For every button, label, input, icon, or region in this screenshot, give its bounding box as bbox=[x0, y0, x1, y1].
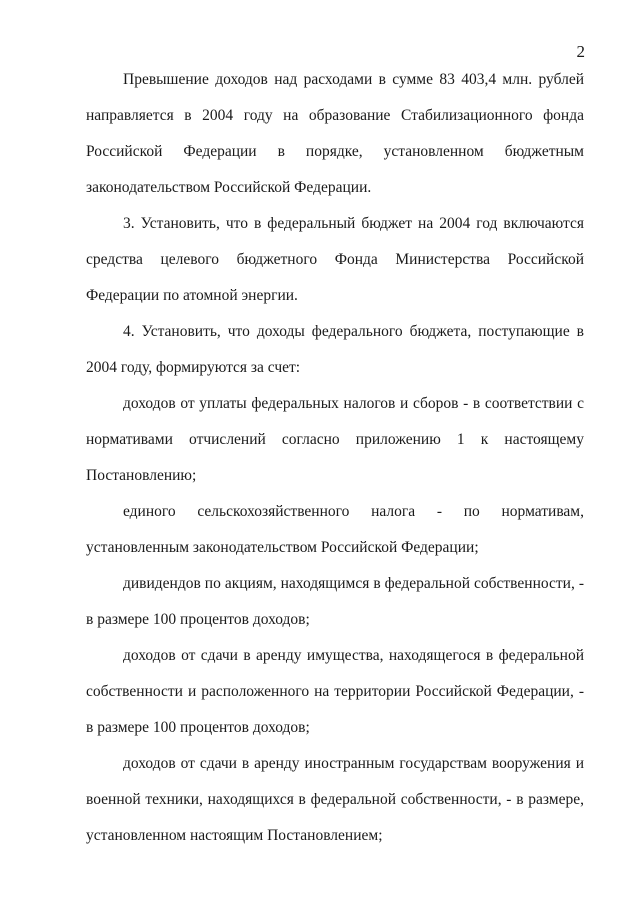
paragraph-agricultural-tax: единого сельскохозяйственного налога - по нормативам, установленным законодательством Российской Федерации; bbox=[86, 503, 584, 556]
document-body bbox=[86, 62, 584, 854]
paragraph-item-3: 3. Установить, что в федеральный бюджет на 2004 год включаются средства целевого бюджетного Фонда Министерства Российской Федерации по атомной энергии. bbox=[86, 215, 584, 304]
paragraph-federal-taxes: доходов от уплаты федеральных налогов и сборов - в соответствии с нормативами отчислений согласно приложению 1 к настоящему Постановлению; bbox=[86, 395, 584, 484]
paragraph-property-rent: доходов от сдачи в аренду имущества, находящегося в федеральной собственности и расположенного на территории Российской Федерации, - в размере 100 процентов доходов; bbox=[86, 647, 584, 736]
paragraph-item-4: 4. Установить, что доходы федерального бюджета, поступающие в 2004 году, формируются за счет: bbox=[86, 323, 584, 376]
paragraph-dividends: дивидендов по акциям, находящимся в федеральной собственности, - в размере 100 процентов доходов; bbox=[86, 575, 584, 628]
page-number: 2 bbox=[576, 42, 585, 61]
paragraph-surplus: Превышение доходов над расходами в сумме 83 403,4 млн. рублей направляется в 2004 году на образование Стабилизационного фонда Российской Федерации в порядке, установленном бюджетным законодательством Российской Федерации. bbox=[86, 71, 584, 196]
paragraph-military-rent: доходов от сдачи в аренду иностранным государствам вооружения и военной техники, находящихся в федеральной собственности, - в размере, установленном настоящим Постановлением; bbox=[86, 755, 584, 844]
